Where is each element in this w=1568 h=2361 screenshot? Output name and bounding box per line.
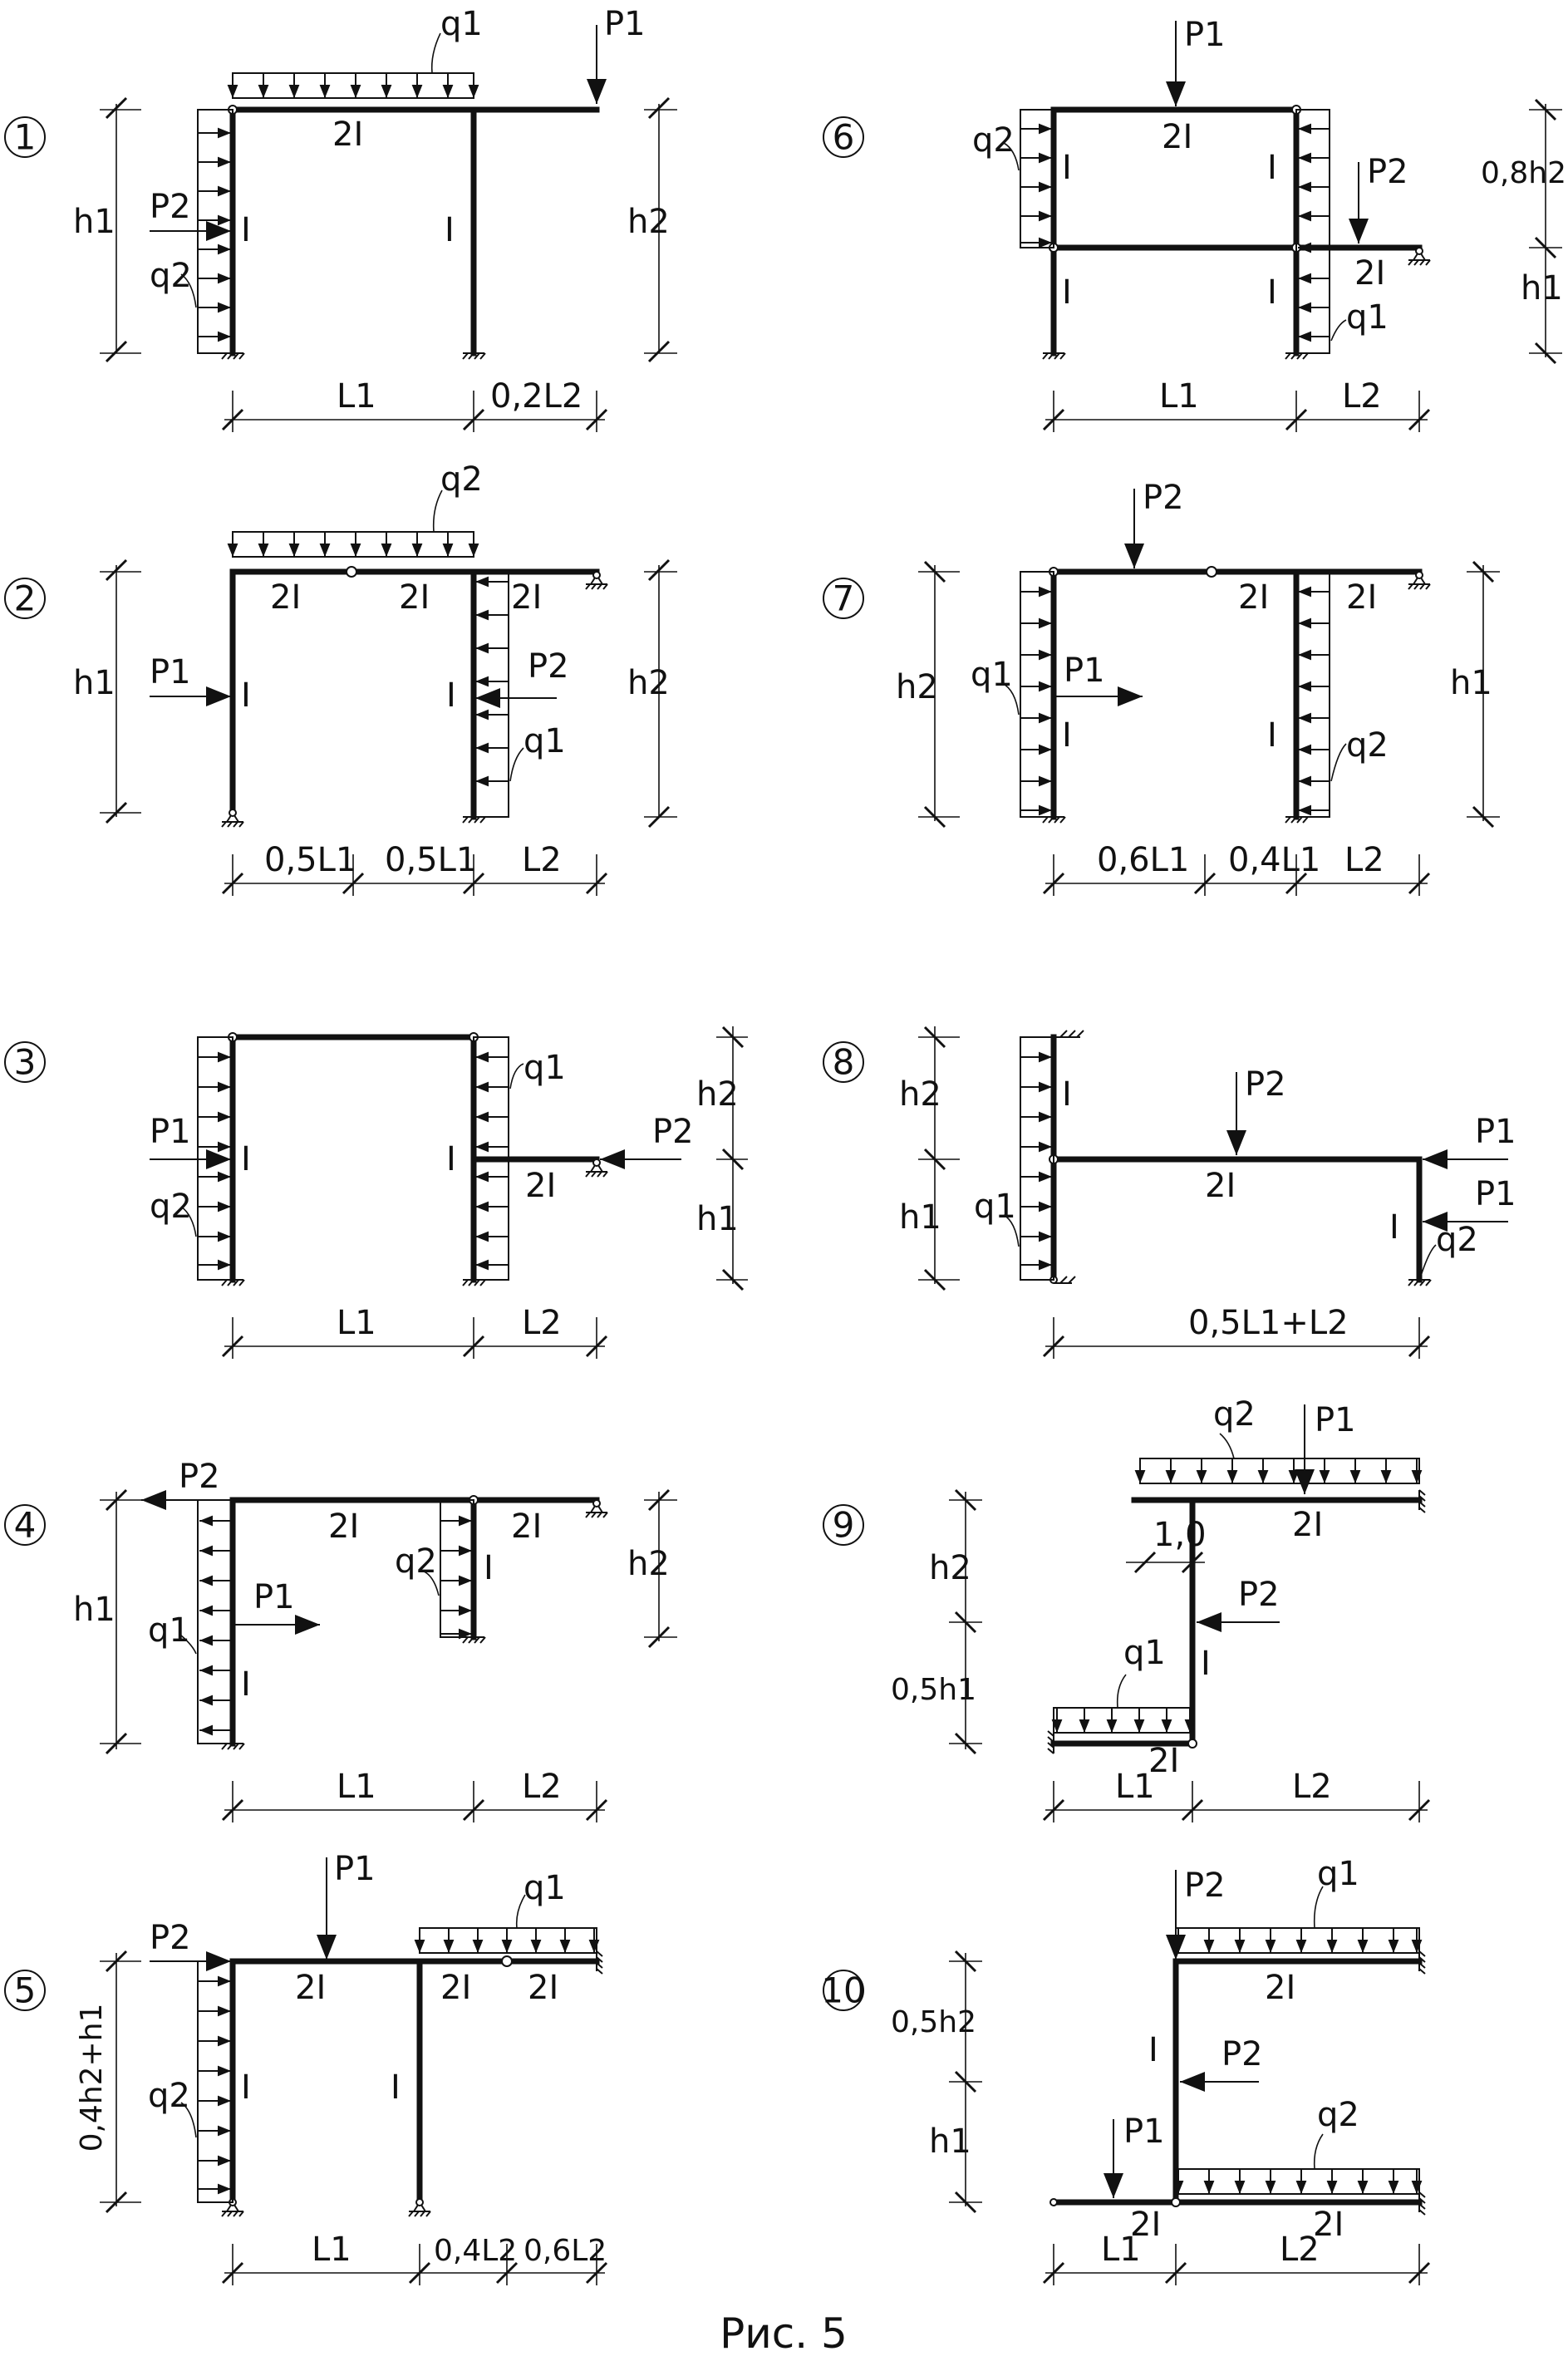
label-i: I xyxy=(446,1140,456,1178)
label-2i: 2I xyxy=(1292,1506,1324,1544)
label-p1: P1 xyxy=(1184,16,1226,54)
label-h2: h2 xyxy=(696,1075,739,1114)
label-q1: q1 xyxy=(1123,1634,1166,1672)
scheme-number xyxy=(5,1970,45,2011)
label-q2: q2 xyxy=(148,2077,190,2115)
label-p2: P2 xyxy=(150,1919,191,1957)
label-p1: P1 xyxy=(150,1113,191,1151)
label-l2: L2 xyxy=(522,1304,562,1342)
scheme-7 xyxy=(823,479,1500,896)
label-5: 5 xyxy=(13,1970,37,2011)
label-0-4l1: 0,4L1 xyxy=(1228,841,1321,879)
label-p1: P1 xyxy=(1475,1175,1516,1213)
label-6: 6 xyxy=(832,116,855,158)
label-2i: 2I xyxy=(528,1969,559,2007)
label-9: 9 xyxy=(832,1504,855,1546)
label-2i: 2I xyxy=(525,1167,557,1205)
label-i: I xyxy=(1267,716,1277,755)
label-2i: 2I xyxy=(1346,578,1378,617)
label-2: 2 xyxy=(13,578,37,619)
label-2i: 2I xyxy=(295,1969,327,2007)
label-h2: h2 xyxy=(929,1549,971,1587)
label-l2: L2 xyxy=(522,841,562,879)
scheme-number xyxy=(5,1042,45,1083)
label-l1: L1 xyxy=(1115,1768,1155,1806)
label-i: I xyxy=(1062,149,1072,187)
label-q2: q2 xyxy=(395,1542,437,1581)
label-2i: 2I xyxy=(399,578,430,617)
label-0-5l1: 0,5L1 xyxy=(264,841,357,879)
label-p1: P1 xyxy=(334,1850,376,1888)
label-l2: L2 xyxy=(522,1768,562,1806)
label-i: I xyxy=(1267,273,1277,312)
label-0-4l2: 0,4L2 xyxy=(434,2234,518,2268)
label-p1: P1 xyxy=(253,1578,295,1616)
scheme-10 xyxy=(821,1855,1429,2285)
label-2i: 2I xyxy=(332,116,364,154)
label-q1: q1 xyxy=(523,1049,566,1087)
label-q2: q2 xyxy=(440,460,483,499)
label-2i: 2I xyxy=(1130,2206,1162,2244)
label-q1: q1 xyxy=(971,656,1013,694)
label-h1: h1 xyxy=(696,1200,739,1238)
label-0-5l1-l2: 0,5L1+L2 xyxy=(1188,1304,1349,1342)
label-2i: 2I xyxy=(270,578,302,617)
label-2i: 2I xyxy=(440,1969,472,2007)
label-i: I xyxy=(1062,716,1072,755)
label-i: I xyxy=(484,1549,494,1587)
label-p1: P1 xyxy=(1475,1113,1516,1151)
label-p1: P1 xyxy=(150,653,191,691)
label-i: I xyxy=(241,211,251,249)
label-i: I xyxy=(446,676,456,715)
label-l1: L1 xyxy=(312,2231,351,2269)
scheme-number xyxy=(5,578,45,619)
label-1-0: 1,0 xyxy=(1153,1516,1207,1554)
label-l2: L2 xyxy=(1344,841,1384,879)
label-p2: P2 xyxy=(179,1458,220,1496)
scheme-4 xyxy=(5,1458,677,1822)
label-q1: q1 xyxy=(148,1611,190,1650)
label-7: 7 xyxy=(832,578,855,619)
scheme-5 xyxy=(5,1850,607,2285)
label-0-5h1: 0,5h1 xyxy=(891,1673,976,1707)
label-q1: q1 xyxy=(523,722,566,760)
label-i: I xyxy=(391,2068,401,2107)
label-i: I xyxy=(241,1665,251,1704)
label-i: I xyxy=(445,211,455,249)
label-2i: 2I xyxy=(511,578,543,617)
label-h1: h1 xyxy=(929,2122,971,2161)
label-0-6l2: 0,6L2 xyxy=(523,2234,607,2268)
label-l2: L2 xyxy=(1292,1768,1332,1806)
label-i: I xyxy=(1062,1075,1072,1114)
label-4: 4 xyxy=(13,1504,37,1546)
label-i: I xyxy=(1267,149,1277,187)
label-l2: L2 xyxy=(1342,377,1382,416)
label-2i: 2I xyxy=(328,1508,360,1546)
scheme-number xyxy=(823,1505,863,1546)
scheme-number xyxy=(5,1505,45,1546)
label-p2: P2 xyxy=(150,188,191,226)
label-q1: q1 xyxy=(1317,1855,1359,1893)
label-q1: q1 xyxy=(1346,298,1389,337)
label-p1: P1 xyxy=(1315,1401,1356,1439)
label-l1: L1 xyxy=(1159,377,1199,416)
label-h1: h1 xyxy=(73,1591,116,1629)
label-l1: L1 xyxy=(337,1304,376,1342)
label-p2: P2 xyxy=(1184,1867,1226,1905)
label-q1: q1 xyxy=(440,5,483,43)
label-p1: P1 xyxy=(1123,2113,1165,2151)
label-0-8h2: 0,8h2 xyxy=(1481,156,1566,190)
label-2i: 2I xyxy=(1148,1742,1180,1780)
label-i: I xyxy=(241,2068,251,2107)
label-p2: P2 xyxy=(1221,2035,1263,2073)
label-p2: P2 xyxy=(1245,1065,1286,1104)
label-i: I xyxy=(241,1140,251,1178)
scheme-number xyxy=(821,1970,865,2011)
label-h1: h1 xyxy=(1521,269,1563,307)
label-p1: P1 xyxy=(604,5,646,43)
label-1: 1 xyxy=(13,116,37,158)
scheme-6 xyxy=(823,16,1566,432)
label-q2: q2 xyxy=(1436,1221,1478,1259)
label-2i: 2I xyxy=(1313,2206,1344,2244)
scheme-3 xyxy=(5,1026,748,1359)
label-p2: P2 xyxy=(1367,153,1408,191)
label-i: I xyxy=(1201,1645,1211,1683)
label-2i: 2I xyxy=(1205,1167,1236,1205)
label-h2: h2 xyxy=(899,1075,941,1114)
label-h2: h2 xyxy=(627,203,670,241)
label-0-5l1: 0,5L1 xyxy=(385,841,478,879)
scheme-number xyxy=(5,117,45,158)
label-q2: q2 xyxy=(972,121,1015,160)
label-2i: 2I xyxy=(1354,254,1386,293)
label-2i: 2I xyxy=(1265,1969,1296,2007)
label-l1: L1 xyxy=(1101,2231,1141,2269)
label-i: I xyxy=(1148,2031,1158,2069)
label-10: 10 xyxy=(821,1970,866,2011)
scheme-number xyxy=(823,117,863,158)
label-2i: 2I xyxy=(1162,118,1193,156)
label-l2: L2 xyxy=(1280,2231,1320,2269)
label-h1: h1 xyxy=(899,1198,941,1237)
label-p2: P2 xyxy=(652,1113,694,1151)
scheme-8 xyxy=(823,1026,1516,1359)
label-h1: h1 xyxy=(73,664,116,702)
scheme-9 xyxy=(823,1395,1429,1822)
label-i: I xyxy=(1062,273,1072,312)
scheme-number xyxy=(823,578,863,619)
label-3: 3 xyxy=(13,1041,37,1083)
label-8: 8 xyxy=(832,1041,855,1083)
label-q2: q2 xyxy=(1317,2096,1359,2134)
label-q2: q2 xyxy=(1213,1395,1256,1434)
label-0-4h2-h1: 0,4h2+h1 xyxy=(75,2003,109,2152)
label-q2: q2 xyxy=(150,1188,192,1226)
label-0-6l1: 0,6L1 xyxy=(1097,841,1190,879)
label-h2: h2 xyxy=(896,668,938,706)
scheme-number xyxy=(823,1042,863,1083)
label-l1: L1 xyxy=(337,377,376,416)
label-h2: h2 xyxy=(627,1545,670,1583)
label-q1: q1 xyxy=(974,1188,1016,1226)
label-q2: q2 xyxy=(150,257,192,295)
label-2i: 2I xyxy=(511,1508,543,1546)
scheme-2 xyxy=(5,460,677,896)
label-h1: h1 xyxy=(1450,664,1492,702)
label-h1: h1 xyxy=(73,203,116,241)
figure-caption: Рис. 5 xyxy=(720,2309,848,2358)
label-q1: q1 xyxy=(523,1869,566,1907)
label-l1: L1 xyxy=(337,1768,376,1806)
label-p2: P2 xyxy=(1143,479,1184,517)
label-p2: P2 xyxy=(528,647,569,686)
label-q2: q2 xyxy=(1346,726,1389,765)
label-0-2l2: 0,2L2 xyxy=(490,377,583,416)
label-2i: 2I xyxy=(1238,578,1270,617)
label-p2: P2 xyxy=(1238,1576,1280,1614)
label-i: I xyxy=(241,676,251,715)
label-h2: h2 xyxy=(627,664,670,702)
scheme-1 xyxy=(5,5,677,432)
label-0-5h2: 0,5h2 xyxy=(891,2005,976,2039)
label-i: I xyxy=(1389,1208,1399,1247)
label-p1: P1 xyxy=(1064,652,1105,690)
